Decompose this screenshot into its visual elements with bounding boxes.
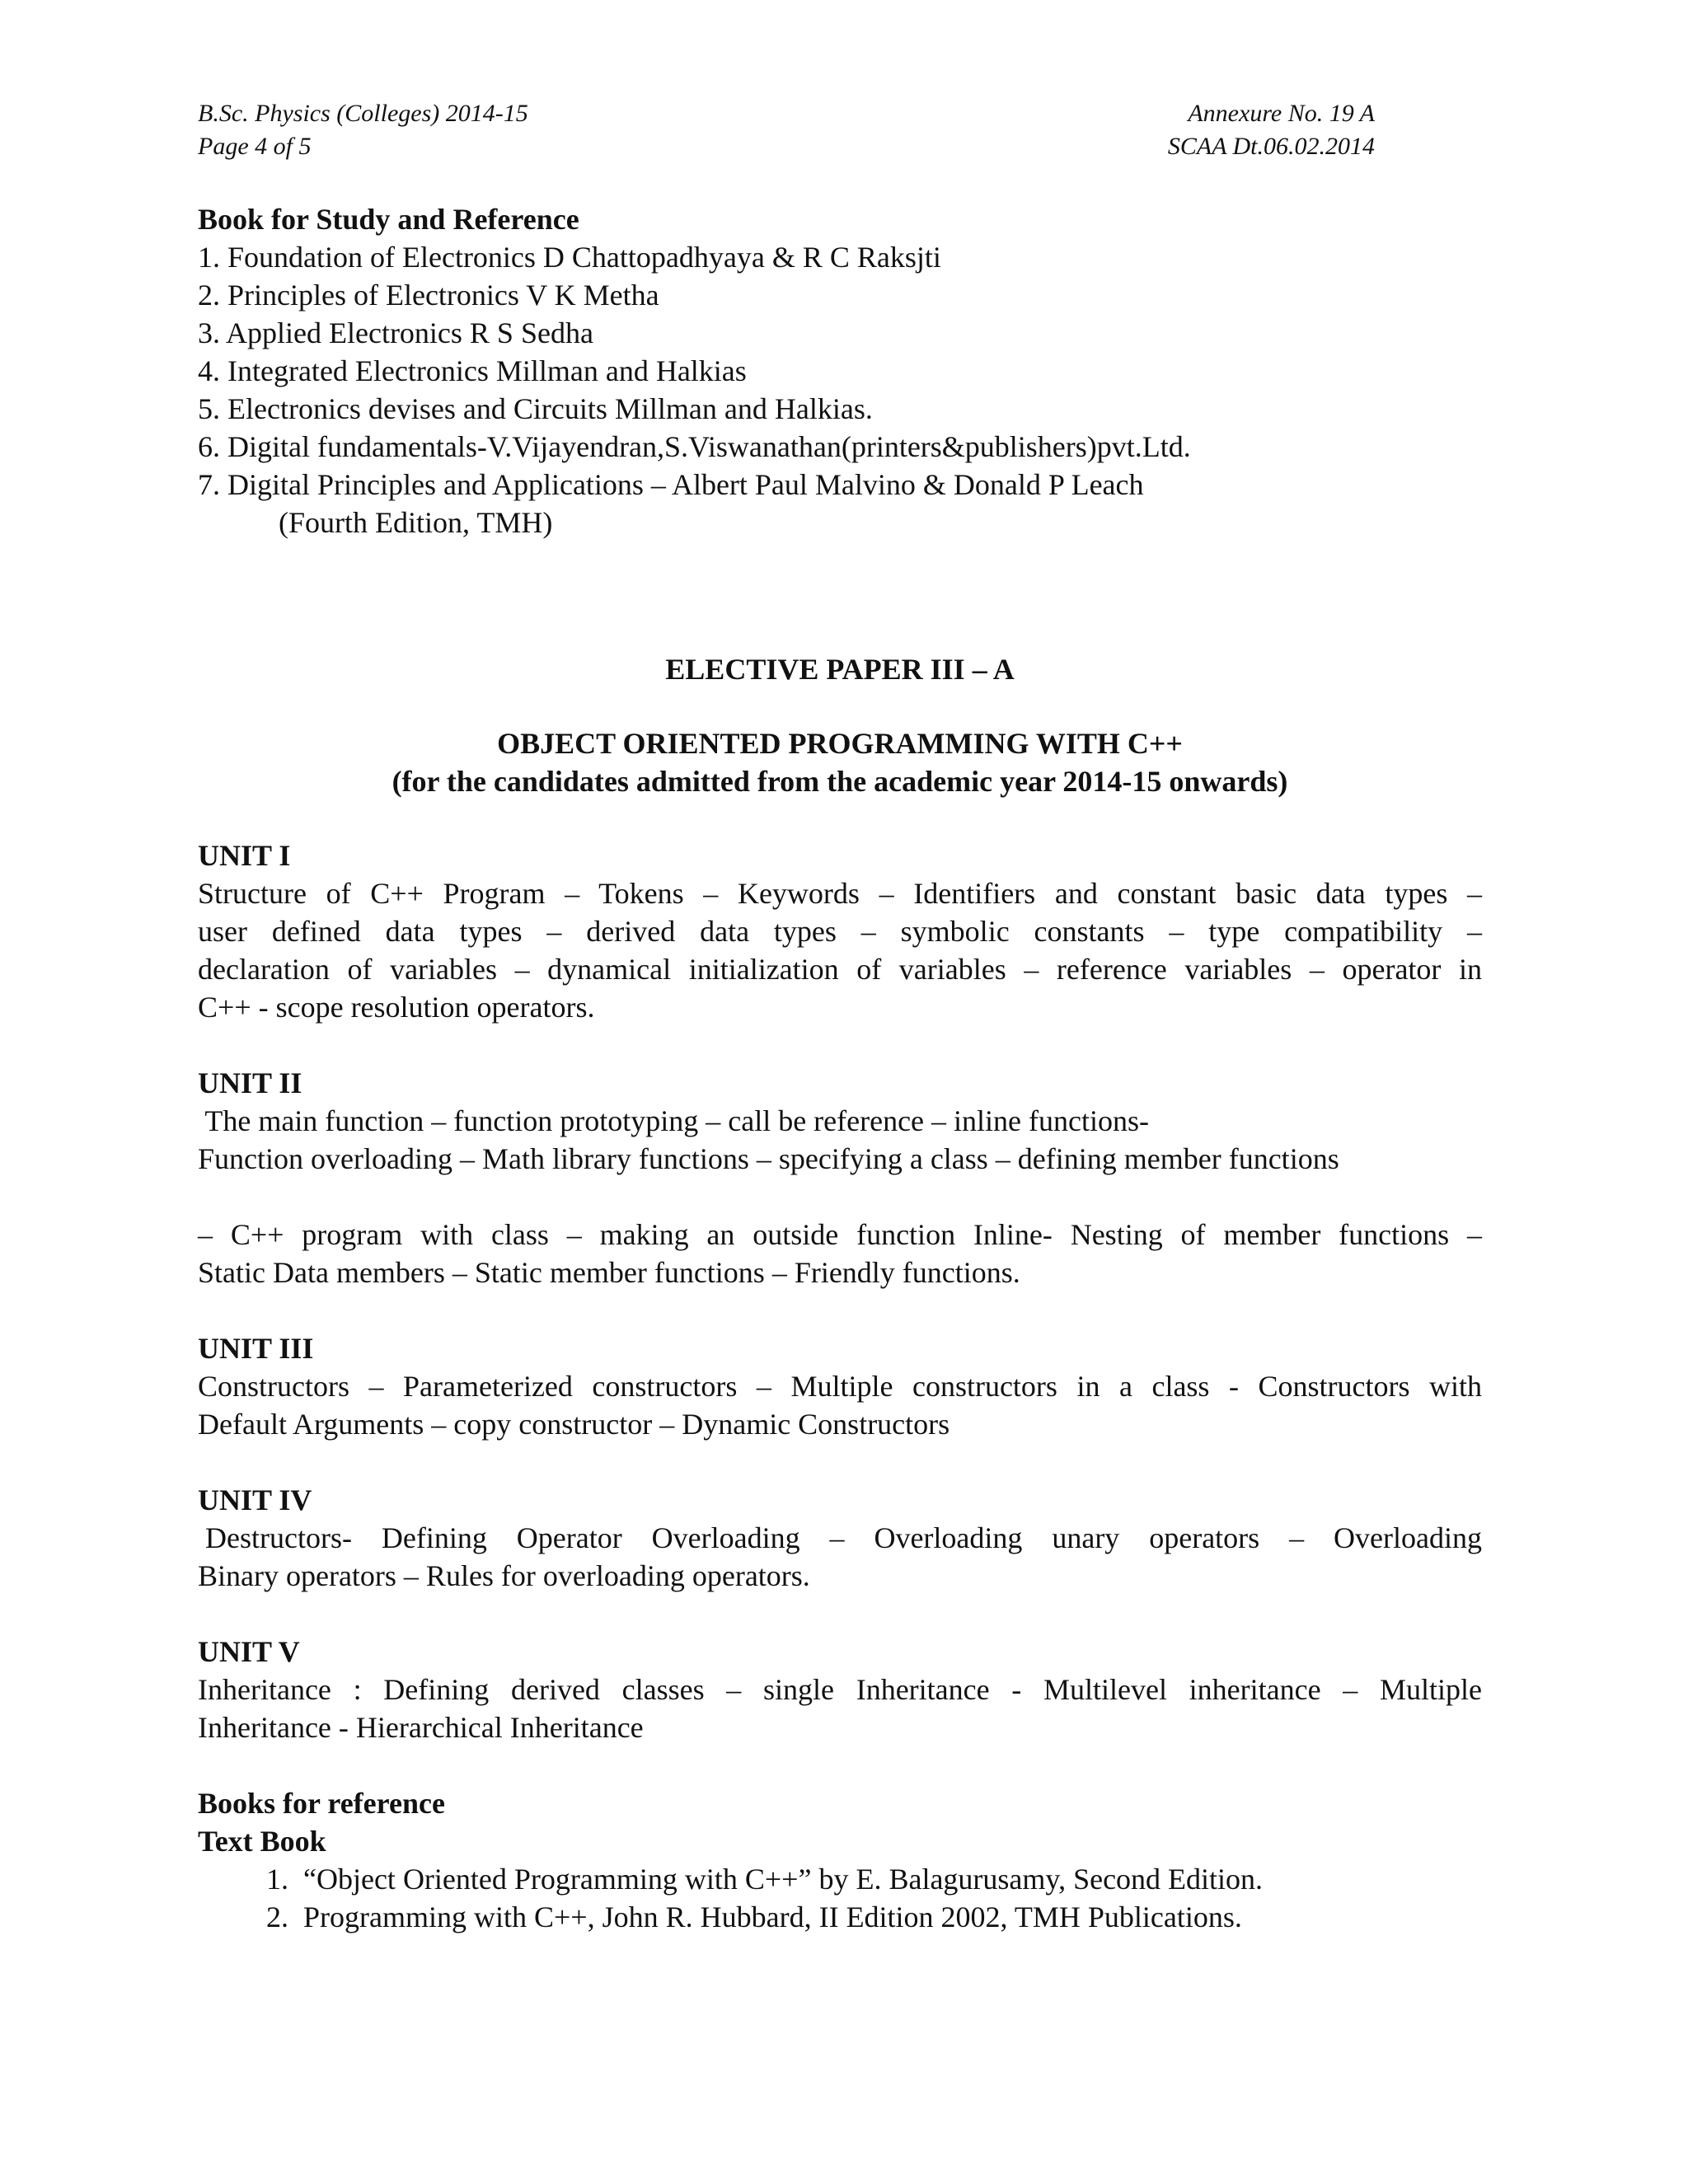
unit-title: UNIT III	[198, 1332, 314, 1365]
unit-text-line: Default Arguments – copy constructor – Dynamic Constructors	[198, 1408, 950, 1441]
reference-item: 4. Integrated Electronics Millman and Halkias	[198, 354, 747, 387]
list-item	[237, 1860, 1482, 1898]
unit-title: UNIT II	[198, 1066, 302, 1099]
unit-text-line: Inheritance : Defining derived classes – single Inheritance - Multilevel inheritance – Multiple	[198, 1673, 1482, 1706]
unit-text-line: declaration of variables – dynamical initialization of variables – reference variables – operator in	[198, 953, 1482, 986]
unit-1	[198, 837, 1482, 1026]
reference-item: 3. Applied Electronics R S Sedha	[198, 316, 593, 349]
text-book-list	[198, 1860, 1482, 1936]
unit-text-line: Static Data members – Static member functions – Friendly functions.	[198, 1256, 1020, 1289]
unit-title: UNIT IV	[198, 1483, 312, 1516]
text-book-subtitle: Text Book	[198, 1825, 326, 1858]
unit-2	[198, 1064, 1482, 1291]
unit-text-line: Binary operators – Rules for overloading operators.	[198, 1559, 810, 1592]
list-item-text: “Object Oriented Programming with C++” by E. Balagurusamy, Second Edition.	[303, 1863, 1264, 1896]
reference-item: 2. Principles of Electronics V K Metha	[198, 279, 659, 312]
elective-paper-title: ELECTIVE PAPER III – A	[665, 653, 1015, 686]
unit-text-line: Constructors – Parameterized constructors – Multiple constructors in a class - Constructors with	[198, 1370, 1482, 1403]
elective-heading	[198, 650, 1482, 800]
books-reference-section	[198, 1784, 1482, 1936]
document-page	[198, 97, 1482, 1936]
list-item	[237, 1898, 1482, 1936]
unit-text-line: The main function – function prototyping – call be reference – inline functions-	[198, 1104, 1149, 1137]
unit-text-line: C++ - scope resolution operators.	[198, 991, 595, 1024]
page-header	[198, 97, 1482, 163]
reference-item: 6. Digital fundamentals-V.Vijayendran,S.Viswanathan(printers&publishers)pvt.Ltd.	[198, 430, 1191, 463]
list-item-number: 2.	[266, 1900, 288, 1933]
study-reference-title: Book for Study and Reference	[198, 203, 579, 236]
unit-title: UNIT V	[198, 1635, 300, 1668]
unit-5	[198, 1633, 1482, 1746]
course-subject-title: OBJECT ORIENTED PROGRAMMING WITH C++	[497, 727, 1183, 760]
header-page-number: Page 4 of 5	[198, 133, 312, 160]
reference-item: 7. Digital Principles and Applications – Albert Paul Malvino & Donald P Leach	[198, 468, 1144, 501]
header-course: B.Sc. Physics (Colleges) 2014-15	[198, 100, 528, 127]
reference-item-continuation: (Fourth Edition, TMH)	[279, 506, 553, 539]
unit-text-line: Structure of C++ Program – Tokens – Keywords – Identifiers and constant basic data types –	[198, 877, 1482, 910]
unit-text-line: user defined data types – derived data types – symbolic constants – type compatibility –	[198, 915, 1482, 948]
admission-note: (for the candidates admitted from the academic year 2014-15 onwards)	[392, 765, 1288, 798]
unit-title: UNIT I	[198, 839, 291, 872]
unit-text-line: Destructors- Defining Operator Overloading – Overloading unary operators – Overloading	[205, 1521, 1482, 1554]
reference-item: 1. Foundation of Electronics D Chattopadhyaya & R C Raksjti	[198, 241, 941, 274]
unit-text-line: Inheritance - Hierarchical Inheritance	[198, 1711, 644, 1744]
header-date: SCAA Dt.06.02.2014	[1167, 133, 1375, 160]
unit-4	[198, 1481, 1482, 1595]
unit-text-line: Function overloading – Math library functions – specifying a class – defining member functions	[198, 1142, 1339, 1175]
list-item-number: 1.	[266, 1863, 288, 1896]
unit-text-line: – C++ program with class – making an outside function Inline- Nesting of member functions –	[198, 1218, 1482, 1251]
study-reference-section	[198, 200, 1482, 541]
header-annexure: Annexure No. 19 A	[1188, 100, 1375, 127]
books-reference-title: Books for reference	[198, 1787, 445, 1820]
unit-3	[198, 1329, 1482, 1443]
reference-item: 5. Electronics devises and Circuits Millman and Halkias.	[198, 392, 873, 425]
list-item-text: Programming with C++, John R. Hubbard, II Edition 2002, TMH Publications.	[303, 1900, 1242, 1933]
